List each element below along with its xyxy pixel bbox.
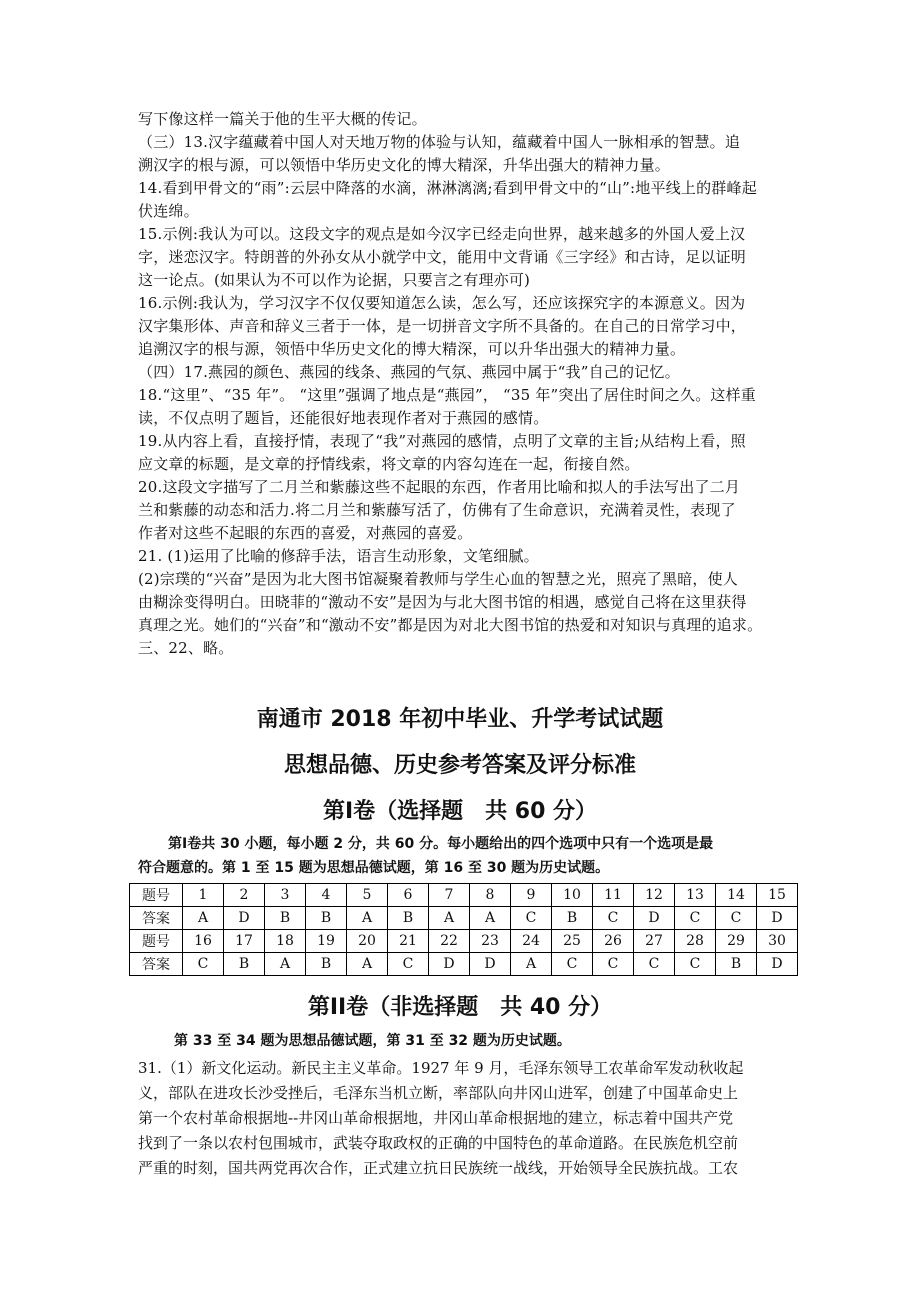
text-line: 15.示例:我认为可以。这段文字的观点是如今汉字已经走向世界，越来越多的外国人爱上汉 [138,225,746,243]
table-row-label: 答案 [130,953,183,976]
text-line: 写下像这样一篇关于他的生平大概的传记。 [138,110,427,128]
table-row [130,884,798,907]
text-line: 20.这段文字描写了二月兰和紫藤这些不起眼的东西，作者用比喻和拟人的手法写出了二月 [138,478,741,496]
table-cell: A [429,907,470,930]
table-cell: 10 [552,884,593,907]
text-line: 读，不仅点明了题旨，还能很好地表现作者对于燕园的感情。 [138,409,549,427]
text-line: 21. (1)运用了比喻的修辞手法，语言生动形象，文笔细腻。 [138,547,539,565]
table-cell: D [634,907,675,930]
table-cell: C [183,953,224,976]
instruction-line: 符合题意的。第 1 至 15 题为思想品德试题，第 16 至 30 题为历史试题。 [138,860,610,876]
text-line: 找到了一条以农村包围城市，武装夺取政权的正确的中国特色的革命道路。在民族危机空前 [138,1134,739,1152]
table-row-label: 答案 [130,907,183,930]
text-line: 31.（1）新文化运动。新民主主义革命。1927 年 9 月，毛泽东领导工农革命军发动秋收起 [138,1059,744,1077]
part2-title: 第II卷（非选择题 共 40 分） [307,995,613,1020]
table-cell: B [265,907,306,930]
table-cell: 20 [347,930,388,953]
table-cell: B [224,953,265,976]
table-cell: C [593,953,634,976]
table-cell: D [224,907,265,930]
table-cell: A [183,907,224,930]
text-line: 第一个农村革命根据地--井冈山革命根据地，井冈山革命根据地的建立，标志着中国共产党 [138,1109,734,1127]
text-line: 真理之光。她们的“兴奋”和“激动不安”都是因为对北大图书馆的热爱和对知识与真理的追求。 [138,616,763,634]
table-cell: B [306,953,347,976]
table-cell: A [511,953,552,976]
table-cell: 26 [593,930,634,953]
table-row-label: 题号 [130,930,183,953]
text-line: 这一论点。(如果认为不可以作为论据，只要言之有理亦可) [138,271,531,289]
table-cell: 15 [757,884,798,907]
answer-table [129,883,798,976]
table-cell: 30 [757,930,798,953]
question-31-answer [138,1056,784,1181]
table-cell: 21 [388,930,429,953]
table-cell: 25 [552,930,593,953]
table-cell: 8 [470,884,511,907]
text-line: 作者对这些不起眼的东西的喜爱，对燕园的喜爱。 [138,524,473,542]
table-cell: 12 [634,884,675,907]
text-line: 14.看到甲骨文的“雨”:云层中降落的水滴，淋淋漓漓;看到甲骨文中的“山”:地平线上的群峰起 [138,179,757,197]
exam-title: 南通市 2018 年初中毕业、升学考试试题 [256,707,664,732]
table-row [130,953,798,976]
table-cell: B [716,953,757,976]
table-cell: A [347,953,388,976]
text-line: 溯汉字的根与源，可以领悟中华历史文化的博大精深，升华出强大的精神力量。 [138,156,671,174]
table-cell: C [716,907,757,930]
table-cell: C [593,907,634,930]
text-line: 应文章的标题，是文章的抒情线索，将文章的内容勾连在一起，衔接自然。 [138,455,640,473]
table-cell: C [634,953,675,976]
text-line: 义，部队在进攻长沙受挫后，毛泽东当机立断，率部队向井冈山进军，创建了中国革命史上 [138,1084,739,1102]
text-line: 19.从内容上看，直接抒情，表现了“我”对燕园的感情，点明了文章的主旨;从结构上看，照 [138,432,746,450]
table-cell: C [675,953,716,976]
table-cell: D [429,953,470,976]
table-cell: 9 [511,884,552,907]
text-line: （四）17.燕园的颜色、燕园的线条、燕园的气氛、燕园中属于“我”自己的记忆。 [138,363,680,381]
table-cell: B [306,907,347,930]
table-cell: 13 [675,884,716,907]
text-line: 伏连绵。 [138,202,199,220]
table-cell: D [757,907,798,930]
text-line: 16.示例:我认为，学习汉字不仅仅要知道怎么读，怎么写，还应该探究字的本源意义。因为 [138,294,746,312]
text-line: (2)宗璞的“兴奋”是因为北大图书馆凝聚着教师与学生心血的智慧之光，照亮了黑暗，使人 [138,570,738,588]
table-cell: 7 [429,884,470,907]
table-cell: A [470,907,511,930]
table-cell: D [757,953,798,976]
text-line: 三、22、略。 [138,639,234,657]
table-cell: C [675,907,716,930]
table-cell: 19 [306,930,347,953]
part1-title: 第I卷（选择题 共 60 分） [322,799,598,824]
text-line: 字，迷恋汉字。特朗普的外孙女从小就学中文，能用中文背诵《三字经》和古诗，足以证明 [138,248,747,266]
table-cell: C [388,953,429,976]
table-cell: 3 [265,884,306,907]
table-cell: 5 [347,884,388,907]
part1-instructions [138,832,788,880]
text-line: 严重的时刻，国共两党再次合作，正式建立抗日民族统一战线，开始领导全民族抗战。工农 [138,1159,739,1177]
table-cell: A [265,953,306,976]
part2-note: 第 33 至 34 题为思想品德试题，第 31 至 32 题为历史试题。 [174,1033,571,1049]
table-row [130,907,798,930]
table-cell: 28 [675,930,716,953]
table-cell: 11 [593,884,634,907]
text-line: 汉字集形体、声音和辞义三者于一体，是一切拼音文字所不具备的。在自己的日常学习中， [138,317,747,335]
table-cell: 16 [183,930,224,953]
text-line: 由糊涂变得明白。田晓菲的“激动不安”是因为与北大图书馆的相遇，感觉自己将在这里获得 [138,593,747,611]
table-row [130,930,798,953]
table-cell: 17 [224,930,265,953]
text-line: （三）13.汉字蕴藏着中国人对天地万物的体验与认知，蕴藏着中国人一脉相承的智慧。追 [138,133,741,151]
table-cell: 4 [306,884,347,907]
table-cell: A [347,907,388,930]
table-cell: 14 [716,884,757,907]
table-cell: B [552,907,593,930]
table-cell: 22 [429,930,470,953]
table-cell: 2 [224,884,265,907]
text-line: 追溯汉字的根与源，领悟中华历史文化的博大精深，可以升华出强大的精神力量。 [138,340,686,358]
table-cell: D [470,953,511,976]
subject-title: 思想品德、历史参考答案及评分标准 [283,753,636,778]
table-cell: 23 [470,930,511,953]
table-cell: 6 [388,884,429,907]
table-cell: C [511,907,552,930]
text-line: 18.“这里”、“35 年”。 “这里”强调了地点是“燕园”， “35 年”突出了居住时间之久。这样重 [138,386,756,404]
table-cell: 29 [716,930,757,953]
table-row-label: 题号 [130,884,183,907]
text-line: 兰和紫藤的动态和活力.将二月兰和紫藤写活了，仿佛有了生命意识，充满着灵性，表现了 [138,501,736,519]
table-cell: C [552,953,593,976]
table-cell: 27 [634,930,675,953]
table-cell: 24 [511,930,552,953]
instruction-line: 第I卷共 30 小题，每小题 2 分，共 60 分。每小题给出的四个选项中只有一个选项是最 [168,836,714,852]
answer-passage [138,108,784,660]
table-cell: 18 [265,930,306,953]
table-cell: 1 [183,884,224,907]
table-cell: B [388,907,429,930]
